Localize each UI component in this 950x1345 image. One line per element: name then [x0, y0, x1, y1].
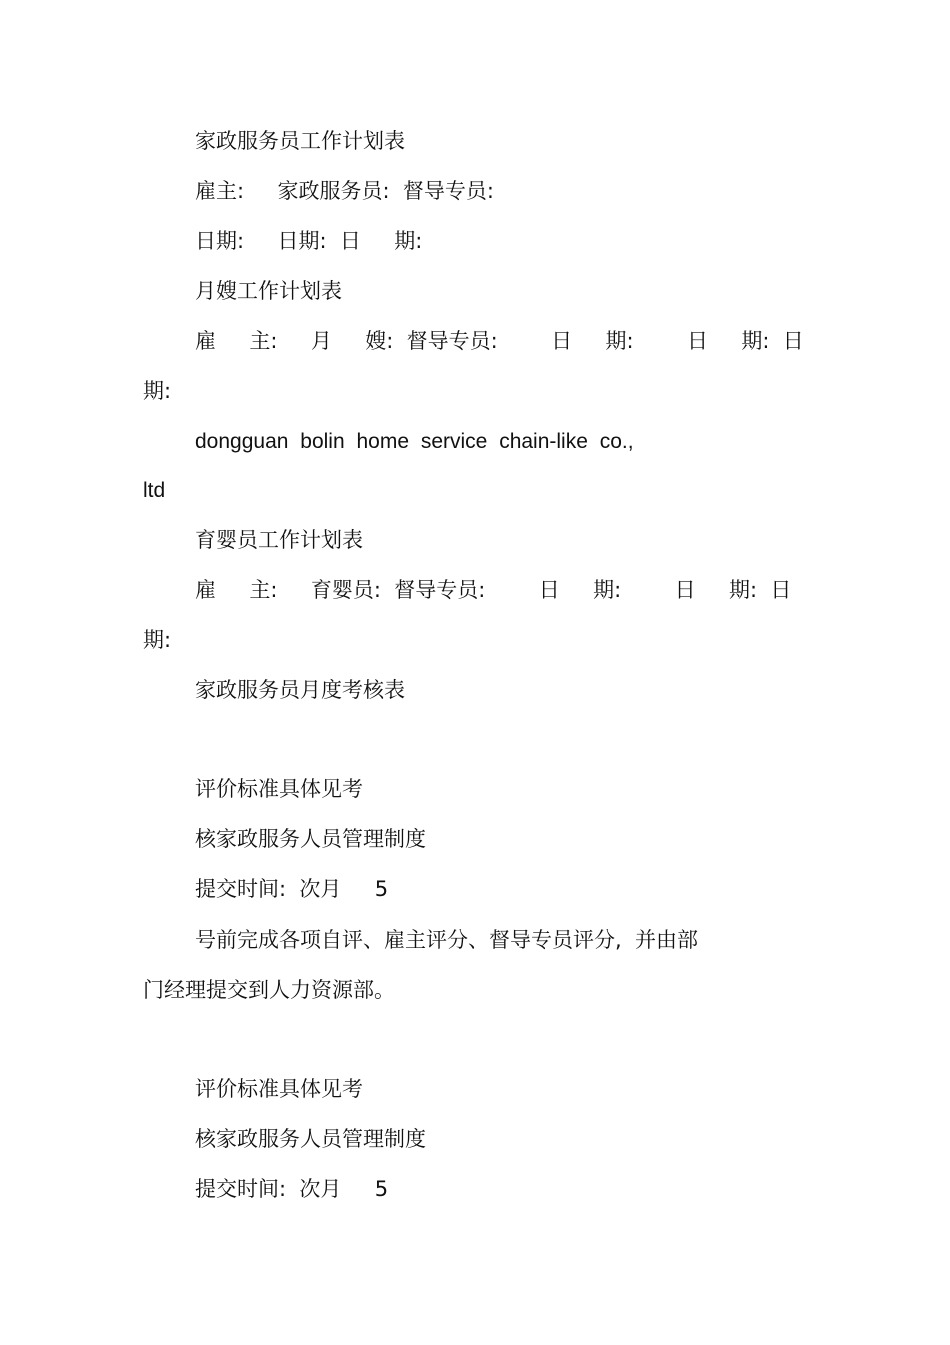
submission-instructions-cont: 门经理提交到人力资源部。 — [143, 978, 395, 1002]
housekeeper-dates: 日期: 日期: 日 期: — [195, 229, 423, 253]
title-maternity-nurse-work-plan: 月嫂工作计划表 — [195, 279, 342, 303]
title-housekeeper-work-plan: 家政服务员工作计划表 — [195, 129, 405, 153]
maternity-nurse-date-continuation: 期: — [143, 379, 172, 403]
assessment-criteria-note-2-cont: 核家政服务人员管理制度 — [195, 1127, 426, 1151]
submission-time-1: 提交时间: 次月 5 — [195, 877, 389, 901]
submission-instructions: 号前完成各项自评、雇主评分、督导专员评分, 并由部 — [195, 928, 699, 952]
assessment-criteria-note-1: 评价标准具体见考 — [195, 777, 363, 801]
childcare-date-continuation: 期: — [143, 628, 172, 652]
company-name-line2: ltd — [143, 479, 166, 502]
assessment-criteria-note-1-cont: 核家政服务人员管理制度 — [195, 827, 426, 851]
title-childcare-work-plan: 育婴员工作计划表 — [195, 528, 363, 552]
housekeeper-signature-roles: 雇主: 家政服务员: 督导专员: — [195, 179, 494, 203]
childcare-signature-roles: 雇 主: 育婴员: 督导专员: 日 期: 日 期: 日 — [195, 578, 792, 602]
title-monthly-assessment: 家政服务员月度考核表 — [195, 678, 405, 702]
submission-time-2: 提交时间: 次月 5 — [195, 1177, 389, 1201]
company-name-line1: dongguan bolin home service chain-like co., — [195, 430, 634, 453]
maternity-nurse-signature-roles: 雇 主: 月 嫂: 督导专员: 日 期: 日 期: 日 — [195, 329, 804, 353]
assessment-criteria-note-2: 评价标准具体见考 — [195, 1077, 363, 1101]
